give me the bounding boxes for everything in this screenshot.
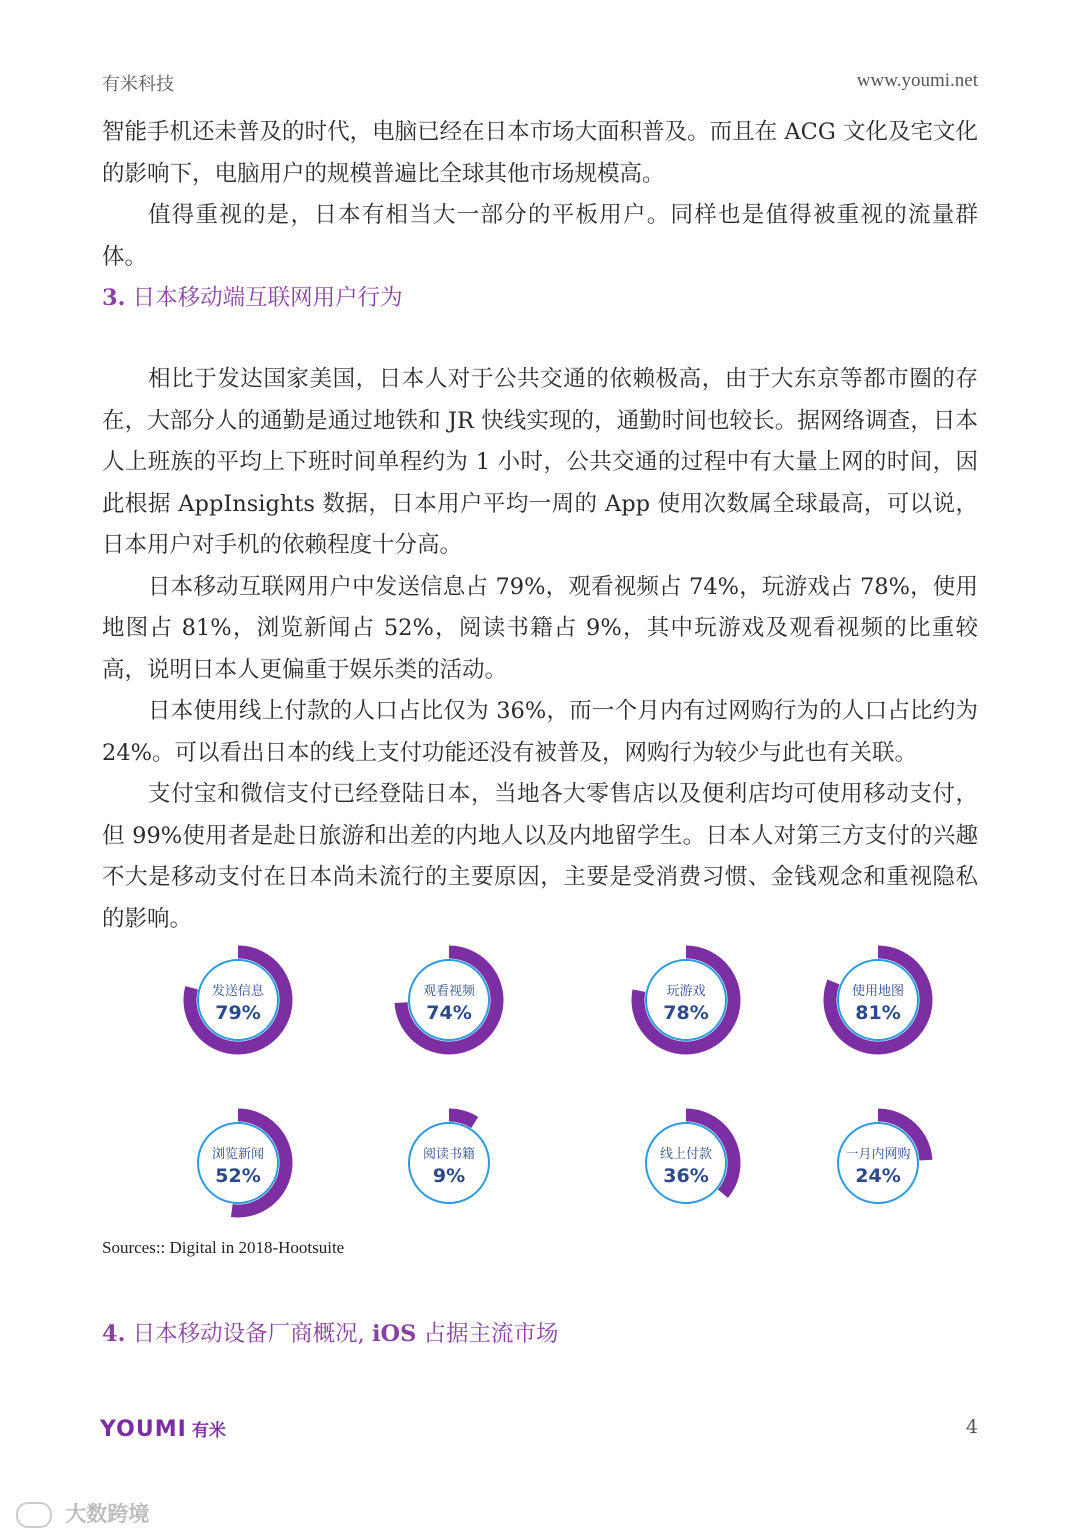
ring-label-3: 玩游戏 xyxy=(666,984,706,999)
ring-inner-circle-4 xyxy=(838,960,918,1040)
header-website: www.youmi.net xyxy=(856,70,978,91)
ring-4 xyxy=(818,940,938,1060)
ring-label-4: 使用地图 xyxy=(851,984,905,999)
intro-paragraph-2: 值得重视的是，日本有相当大一部分的平板用户。同样也是值得被重视的流量群体。 xyxy=(102,202,978,270)
ring-2 xyxy=(389,940,509,1060)
intro-text xyxy=(102,112,978,278)
ring-inner-circle-8 xyxy=(838,1123,918,1203)
ring-value-1: 79% xyxy=(215,1002,261,1024)
ring-8 xyxy=(818,1103,938,1223)
ring-inner-circle-7 xyxy=(646,1123,726,1203)
ring-label-1: 发送信息 xyxy=(211,984,265,999)
body-paragraph-2: 日本移动互联网用户中发送信息占 79%，观看视频占 74%，玩游戏占 78%，使用地图占 81%，浏览新闻占 52%，阅读书籍占 9%，其中玩游戏及观看视频的比重较高，说明日本人更偏重于娱乐类的活动。 xyxy=(102,573,978,683)
intro-paragraph-1: 智能手机还未普及的时代，电脑已经在日本市场大面积普及。而且在 ACG 文化及宅文化的影响下，电脑用户的规模普遍比全球其他市场规模高。 xyxy=(102,119,978,187)
ring-value-3: 78% xyxy=(663,1002,709,1024)
logo-brand: YOUMI xyxy=(100,1417,187,1442)
ring-value-7: 36% xyxy=(663,1165,709,1187)
ring-3 xyxy=(626,940,746,1060)
ring-inner-circle-2 xyxy=(409,960,489,1040)
header-company: 有米科技 xyxy=(102,74,174,95)
section-4-title-part2: 占据主流市场 xyxy=(423,1321,559,1347)
ring-6 xyxy=(389,1103,509,1223)
section-3-number: 3. xyxy=(102,285,126,311)
ring-inner-circle-3 xyxy=(646,960,726,1040)
ring-1 xyxy=(178,940,298,1060)
body-text xyxy=(102,359,978,940)
watermark-text: 大数跨境 xyxy=(65,1502,150,1526)
ring-label-8: 一月内网购 xyxy=(845,1147,911,1162)
logo-cn: 有米 xyxy=(191,1421,226,1441)
section-4-number: 4. xyxy=(102,1321,126,1347)
watermark xyxy=(16,1498,149,1528)
ring-label-2: 观看视频 xyxy=(422,984,476,999)
ring-label-7: 线上付款 xyxy=(659,1147,713,1162)
ring-7 xyxy=(626,1103,746,1223)
ring-label-6: 阅读书籍 xyxy=(422,1147,476,1162)
sources-note: Sources:: Digital in 2018-Hootsuite xyxy=(102,1238,345,1257)
ring-5 xyxy=(178,1103,298,1223)
ring-inner-circle-6 xyxy=(409,1123,489,1203)
section-4-heading xyxy=(102,1316,559,1348)
section-3-title: 日本移动端互联网用户行为 xyxy=(132,285,403,311)
ring-label-5: 浏览新闻 xyxy=(211,1147,265,1162)
section-4-title-part1: 日本移动设备厂商概况, xyxy=(132,1321,365,1347)
section-3-heading xyxy=(102,280,403,312)
percentage-rings-chart xyxy=(0,940,1080,1240)
page-number: 4 xyxy=(965,1416,978,1438)
ring-value-6: 9% xyxy=(432,1165,466,1187)
footer-logo xyxy=(100,1416,226,1442)
ring-value-4: 81% xyxy=(855,1002,901,1024)
ring-value-8: 24% xyxy=(855,1165,901,1187)
ring-value-2: 74% xyxy=(426,1002,472,1024)
body-paragraph-1: 相比于发达国家美国，日本人对于公共交通的依赖极高，由于大东京等都市圈的存在，大部分人的通勤是通过地铁和 JR 快线实现的，通勤时间也较长。据网络调查，日本人上班族的平均上下班时间单程约为 1 小时，公共交通的过程中有大量上网的时间，因此根据 AppInsights 数据，日本用户平均一周的 App 使用次数属全球最高，可以说，日本用户对手机的依赖程度十分高。 xyxy=(102,366,978,558)
body-paragraph-4: 支付宝和微信支付已经登陆日本，当地各大零售店以及便利店均可使用移动支付，但 99%使用者是赴日旅游和出差的内地人以及内地留学生。日本人对第三方支付的兴趣不大是移动支付在日本尚未流行的主要原因，主要是受消费习惯、金钱观念和重视隐私的影响。 xyxy=(102,781,978,932)
watermark-icon xyxy=(16,1502,52,1528)
ring-inner-circle-1 xyxy=(198,960,278,1040)
ring-inner-circle-5 xyxy=(198,1123,278,1203)
body-paragraph-3: 日本使用线上付款的人口占比仅为 36%，而一个月内有过网购行为的人口占比约为 24%。可以看出日本的线上支付功能还没有被普及，网购行为较少与此也有关联。 xyxy=(102,698,978,766)
section-4-title-ios: iOS xyxy=(371,1321,417,1347)
ring-value-5: 52% xyxy=(215,1165,261,1187)
